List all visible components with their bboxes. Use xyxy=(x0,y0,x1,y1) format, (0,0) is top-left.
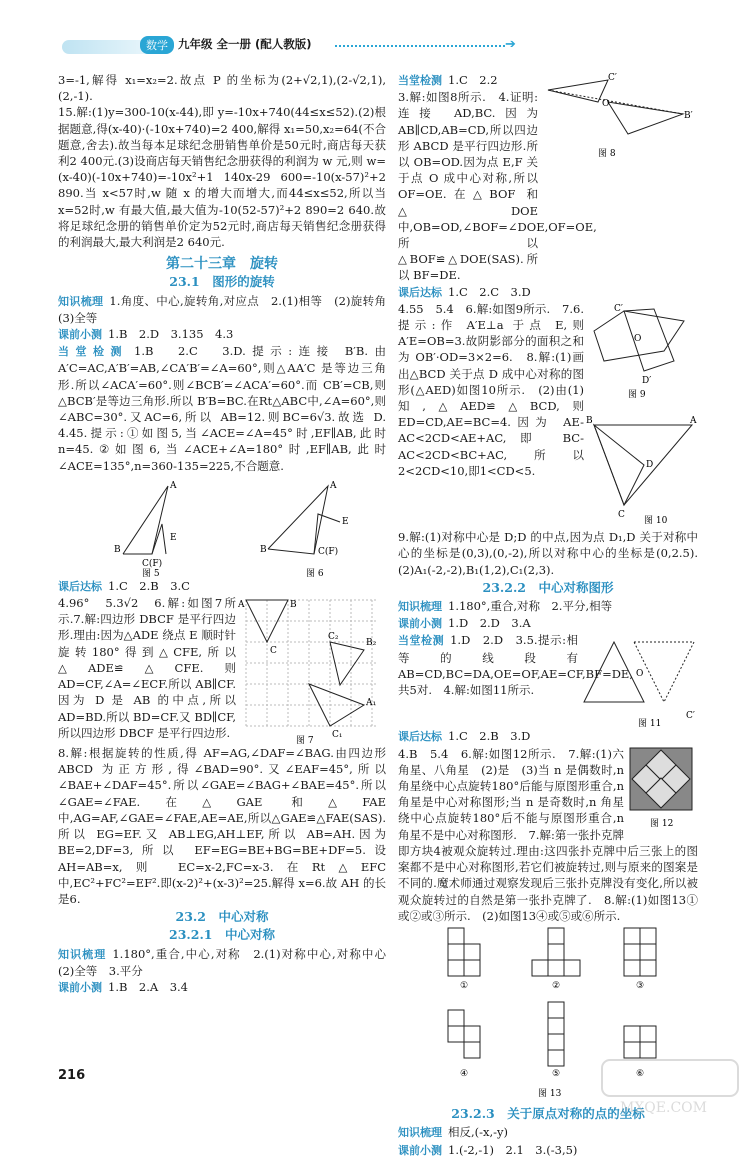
q1-block xyxy=(398,72,698,284)
section-label: 知识梳理 xyxy=(58,294,104,308)
edition-label: (配人教版) xyxy=(255,37,312,51)
q4-block xyxy=(398,301,698,529)
grade-label: 九年级 xyxy=(178,37,213,51)
fig8-triangle xyxy=(548,80,608,102)
volume-label: 全一册 xyxy=(216,37,252,51)
answer-text: 1.B 2.D 3.135 4.3 xyxy=(108,327,234,342)
fig-label: E xyxy=(170,532,177,543)
left-column xyxy=(58,72,398,996)
answer-text: 1.D 2.D 3.A xyxy=(448,616,531,631)
watermark-icon xyxy=(600,1058,740,1118)
watermark-logo xyxy=(600,1058,740,1118)
header-decoration xyxy=(62,40,152,54)
section-label: 课前小测 xyxy=(398,617,442,631)
answer-text: 1.C 2.2 xyxy=(448,73,498,87)
answer-text: 1.180°,重合,对称 2.平分,相等 xyxy=(448,599,613,614)
answer-text: 1.C 2.B 3.C xyxy=(108,578,190,593)
figure-5-6 xyxy=(58,474,386,578)
answer-text: 3=-1,解得 x₁=x₂=2.故点 P 的坐标为(2+√2,1),(2-√2,1),(2,-1). xyxy=(58,73,386,104)
section-label: 知识梳理 xyxy=(398,1126,442,1140)
section-label: 知识梳理 xyxy=(398,600,442,614)
answer-text: 4.B 5.4 6.解:如图12所示. 7.解:(1)六角星、八角星 (2)是 (3)当 n 是偶数时,n 角星绕中心点旋转180°后能与原图形重合,n 角星是中心对称图形;当 n 是奇数时,n 角星绕中心点旋转180°后不能与原图形重合,n 角星不是中心对称图形. 7.解:第一张扑克牌即方块4被观众旋转过.理由:这四张扑克牌中后三张上的图案都不是中心对称图形,若它们被旋转过,则与原来的图案是不同的.魔术师通过观察发现后三张扑克牌没有变化,所以被观众旋转过的自然是第一张扑克牌了. 8.解:(1)如图13①或②或③所示. (2)如图13④或⑤或⑥所示. xyxy=(398,746,698,923)
fig-label: C₂ xyxy=(328,632,339,643)
fig-label: A₁ xyxy=(366,698,377,709)
section-label: 课前小测 xyxy=(58,980,102,994)
figure-caption: 图 8 xyxy=(598,149,616,159)
fig13-shape-5 xyxy=(548,1002,564,1066)
fig-label: B xyxy=(586,416,593,427)
fig-label: O xyxy=(602,99,610,109)
section-label: 知识梳理 xyxy=(58,947,107,961)
fig-label: B′ xyxy=(684,111,693,121)
fig13-label: ③ xyxy=(636,980,645,991)
subject-badge: 数学 xyxy=(140,36,174,54)
fig13-label: ⑥ xyxy=(636,1068,645,1079)
q1-text-block xyxy=(398,72,597,284)
fig6-triangle xyxy=(268,486,328,554)
fig-label: E xyxy=(342,516,349,527)
fig10-inner xyxy=(594,425,644,505)
section-label: 课后达标 xyxy=(398,730,442,744)
right-column xyxy=(398,72,710,1159)
section-label: 课后达标 xyxy=(58,579,102,593)
figure-caption: 图 13 xyxy=(538,1088,562,1099)
fig13-shape-2 xyxy=(532,928,580,976)
fig13-shape-6 xyxy=(624,1026,656,1058)
answer-text: 1.角度、中心,旋转角,对应点 2.(1)相等 (2)旋转角 (3)全等 xyxy=(58,293,398,325)
figure-caption: 图 6 xyxy=(306,568,324,578)
fig-label: C′ xyxy=(686,711,695,722)
figure-caption: 图 11 xyxy=(638,719,662,729)
answer-text: 1.C 2.C 3.D xyxy=(448,284,531,299)
page-number: 216 xyxy=(58,1068,86,1083)
fig-label: B xyxy=(114,544,121,555)
section-title: 23.2.3 关于原点对称的点的坐标 xyxy=(451,1106,645,1122)
fig13-label: ④ xyxy=(460,1068,469,1079)
fig-label: C′ xyxy=(608,73,617,83)
fig-label: C xyxy=(270,646,277,657)
fig-label: O xyxy=(634,333,642,344)
fig13-label: ⑤ xyxy=(552,1068,561,1079)
fig-label: B₂ xyxy=(366,638,377,649)
fig7-grid xyxy=(246,600,376,726)
fig-label: C₁ xyxy=(332,730,343,741)
section-label: 课后达标 xyxy=(398,285,442,299)
fig-label: A xyxy=(690,416,697,427)
section-label: 当堂检测 xyxy=(398,74,442,87)
figure-caption: 图 7 xyxy=(296,736,314,746)
figure-11 xyxy=(578,632,698,728)
chapter-title: 第二十三章 旋转 xyxy=(166,256,278,273)
fig-label: O xyxy=(636,669,644,680)
fig5-rotated xyxy=(152,524,166,554)
header-arrow-icon: ➔ xyxy=(505,37,516,52)
fig11-triangle xyxy=(584,642,644,702)
page-header xyxy=(0,0,750,60)
section-title: 23.2.1 中心对称 xyxy=(169,927,275,943)
figure-9 xyxy=(584,301,698,401)
fig-label: B xyxy=(290,600,297,611)
section-label: 课前小测 xyxy=(398,1143,442,1157)
fig13-shape-3 xyxy=(624,928,656,976)
fig13-label: ② xyxy=(552,980,561,991)
figure-7 xyxy=(236,595,384,745)
figure-8 xyxy=(538,72,696,162)
figure-row-5-6 xyxy=(58,474,386,578)
answer-text: 4.96° 5.3√2 6.解:如图7所示.7.解:四边形 DBCF 是平行四边形.理由:因为△ADE 绕点 E 顺时针旋转180°得到△CFE,所以△ADE≌△CFE.则 AD=CF,∠A=∠ECF.所以 AB∥CF.因为 D 是 AB 的中点,所以 AD=BD.所以 BD=CF.又 BD∥CF,所以四边形 DBCF 是平行四边形. xyxy=(58,596,236,740)
figure-caption: 图 12 xyxy=(650,818,674,829)
answer-text: 4.55 5.4 6.解:如图9所示. 7.6.提示:作 A′E⊥a 于点 E,则 A′E=OB=3.故阴影部分的面积之和为 OB′·OD=3×2=6. 8.解:(1)画出△BCD 关于点 D 成中心对称的图形(△AED)如图10所示. (2)由(1)知,△AED≌△BCD,则 ED=CD,AE=BC=4.因为 AE-AC<2CD<AE+AC,即 BC-AC<2CD<BC+AC,所以2<2CD<10,即1<CD<5. xyxy=(398,301,584,478)
answer-text: 1.D 2.D 3.5.提示:相等的线段有 AB=CD,BC=DA,OE=OF,AE=CF,BF=DE,共5对. 4.解:如图11所示. xyxy=(398,633,633,698)
fig-label: A xyxy=(238,600,245,611)
fig13-label: ① xyxy=(460,980,469,991)
answer-text: 1.C 2.B 3.D xyxy=(448,729,531,744)
q6-q7-block xyxy=(58,595,386,745)
answer-text: 8.解:根据旋转的性质,得 AF=AG,∠DAF=∠BAG.由四边形 ABCD 为正方形,得∠BAD=90°.又∠EAF=45°,所以∠BAE+∠DAF=45°.所以∠GAE=∠BAG+∠BAE=45°.所以∠GAE=∠FAE.在△GAE 和△FAE中,AG=AF,∠GAE=∠FAE,AE=AE,所以△GAE≌△FAE(SAS).所以 EG=EF.又 AB⊥EG,AH⊥EF,所以 AB=AH.因为 BE=2,DF=3,所以 EF=EG=BE+BG=BE+DF=5.设 AH=AB=x,则 EC=x-2,FC=x-3.在Rt△EFC中,EC²+FC²=EF².即(x-2)²+(x-3)²=25.解得 x=6.故 AH 的长是6. xyxy=(58,746,386,906)
fig8-triangle2 xyxy=(608,102,683,134)
q8-block xyxy=(398,632,698,728)
section-label: 课前小测 xyxy=(58,328,102,342)
answer-text: 1.(-2,-1) 2.1 3.(-3,5) xyxy=(448,1142,578,1157)
answer-text: 15.解:(1)y=300-10(x-44),即 y=-10x+740(44≤x≤52).(2)根据题意,得(x-40)·(-10x+740)=2 400,解得 x₁=50,x₂=64(不合题意,舍去).故当每本足球纪念册销售单价是50元时,商店每天获利2 400元.(3)设商店每天销售纪念册获得的利润为 w 元,则 w=(x-40)(-10x+740)=-10x²+1 140x-29 600=-10(x-57)²+2 890.当 x<57时,w 随 x 的增大而增大,而44≤x≤52,所以当 x=52时,w 有最大值,最大值为-10(52-57)²+2 890=2 640.故将足球纪念册的销售单价定为52元时,商店每天销售纪念册获得的利润最大,最大利润是2 640元. xyxy=(58,105,386,250)
fig-label: C(F) xyxy=(142,558,163,569)
answer-text: 3.解:如图8所示. 4.证明:连接 AD,BC.因为 AB∥CD,AB=CD,所以四边形 ABCD 是平行四边形.所以 OB=OD.因为点 E,F 关于点 O 成中心对称,所以 OF=OE.在△BOF 和△DOE 中,OB=OD,∠BOF=∠DOE,OF=OE,所以△BOF≌△DOE(SAS).所以 BF=DE. xyxy=(398,90,597,283)
fig-label: C(F) xyxy=(318,546,339,557)
figure-caption: 图 9 xyxy=(628,389,646,400)
figure-caption: 图 5 xyxy=(142,568,160,578)
section-title: 23.2.2 中心对称图形 xyxy=(482,579,614,595)
figures-9-10 xyxy=(584,301,698,529)
answer-text: 1.180°,重合,中心,对称 2.(1)对称中心,对称中心 (2)全等 3.平分 xyxy=(58,946,398,978)
watermark-text: MXQE.COM xyxy=(620,1100,707,1116)
fig-label: A xyxy=(170,480,177,491)
fig-label: A xyxy=(330,480,337,491)
section-title: 23.2 中心对称 xyxy=(175,909,269,925)
fig5-triangle xyxy=(123,486,168,554)
fig13-shape-4 xyxy=(448,1010,480,1058)
fig13-shape-1 xyxy=(448,928,480,976)
figure-12 xyxy=(628,746,698,830)
answer-text: 1.B 2.A 3.4 xyxy=(108,979,188,994)
answer-text: 1.B 2.C 3.D.提示:连接 B′B.由 A′C=AC,A′B′=AB,∠CA′B′=∠A=60°,则△AA′C 是等边三角形.所以∠ACA′=60°.则∠BCB′=∠ACA′=60°.而 CB′=CB,则△BCB′是等边三角形.所以 B′B=BC.在Rt△ABC中,∠A=60°,则∠ABC=30°.又AC=6,所以 AB=12.则BC=6√3.故选 D. 4.45.提示:①如图5,当∠ACE=∠A=45°时,EF∥AB,此时 n=45.②如图6,当∠ACE+∠A=180°时,EF∥AB,此时∠ACE=135°,n=360-135=225,不合题意. xyxy=(58,344,398,473)
figure-10 xyxy=(584,405,698,525)
q10-block xyxy=(398,746,698,924)
answer-text: 相反,(-x,-y) xyxy=(448,1125,509,1140)
answer-text: 9.解:(1)对称中心是 D;D 的中点,因为点 D₁,D 关于对称中心的坐标是(0,3),(0,-2),所以对称中心的坐标是(0,2.5). (2)A₁(-2,-2),B₁(1,2),C₁(2,3). xyxy=(398,530,710,577)
section-label: 当堂检测 xyxy=(398,634,445,648)
fig-label: D xyxy=(646,460,654,471)
fig-label: C xyxy=(618,510,625,521)
fig-label: C′ xyxy=(614,303,623,314)
fig-label: D′ xyxy=(642,375,652,386)
figure-caption: 图 10 xyxy=(644,516,668,526)
section-title: 23.1 图形的旋转 xyxy=(169,274,275,290)
fig-label: B xyxy=(260,544,267,555)
header-dotted-line xyxy=(335,45,505,47)
section-label: 当堂检测 xyxy=(58,345,129,359)
book-info xyxy=(178,36,312,52)
